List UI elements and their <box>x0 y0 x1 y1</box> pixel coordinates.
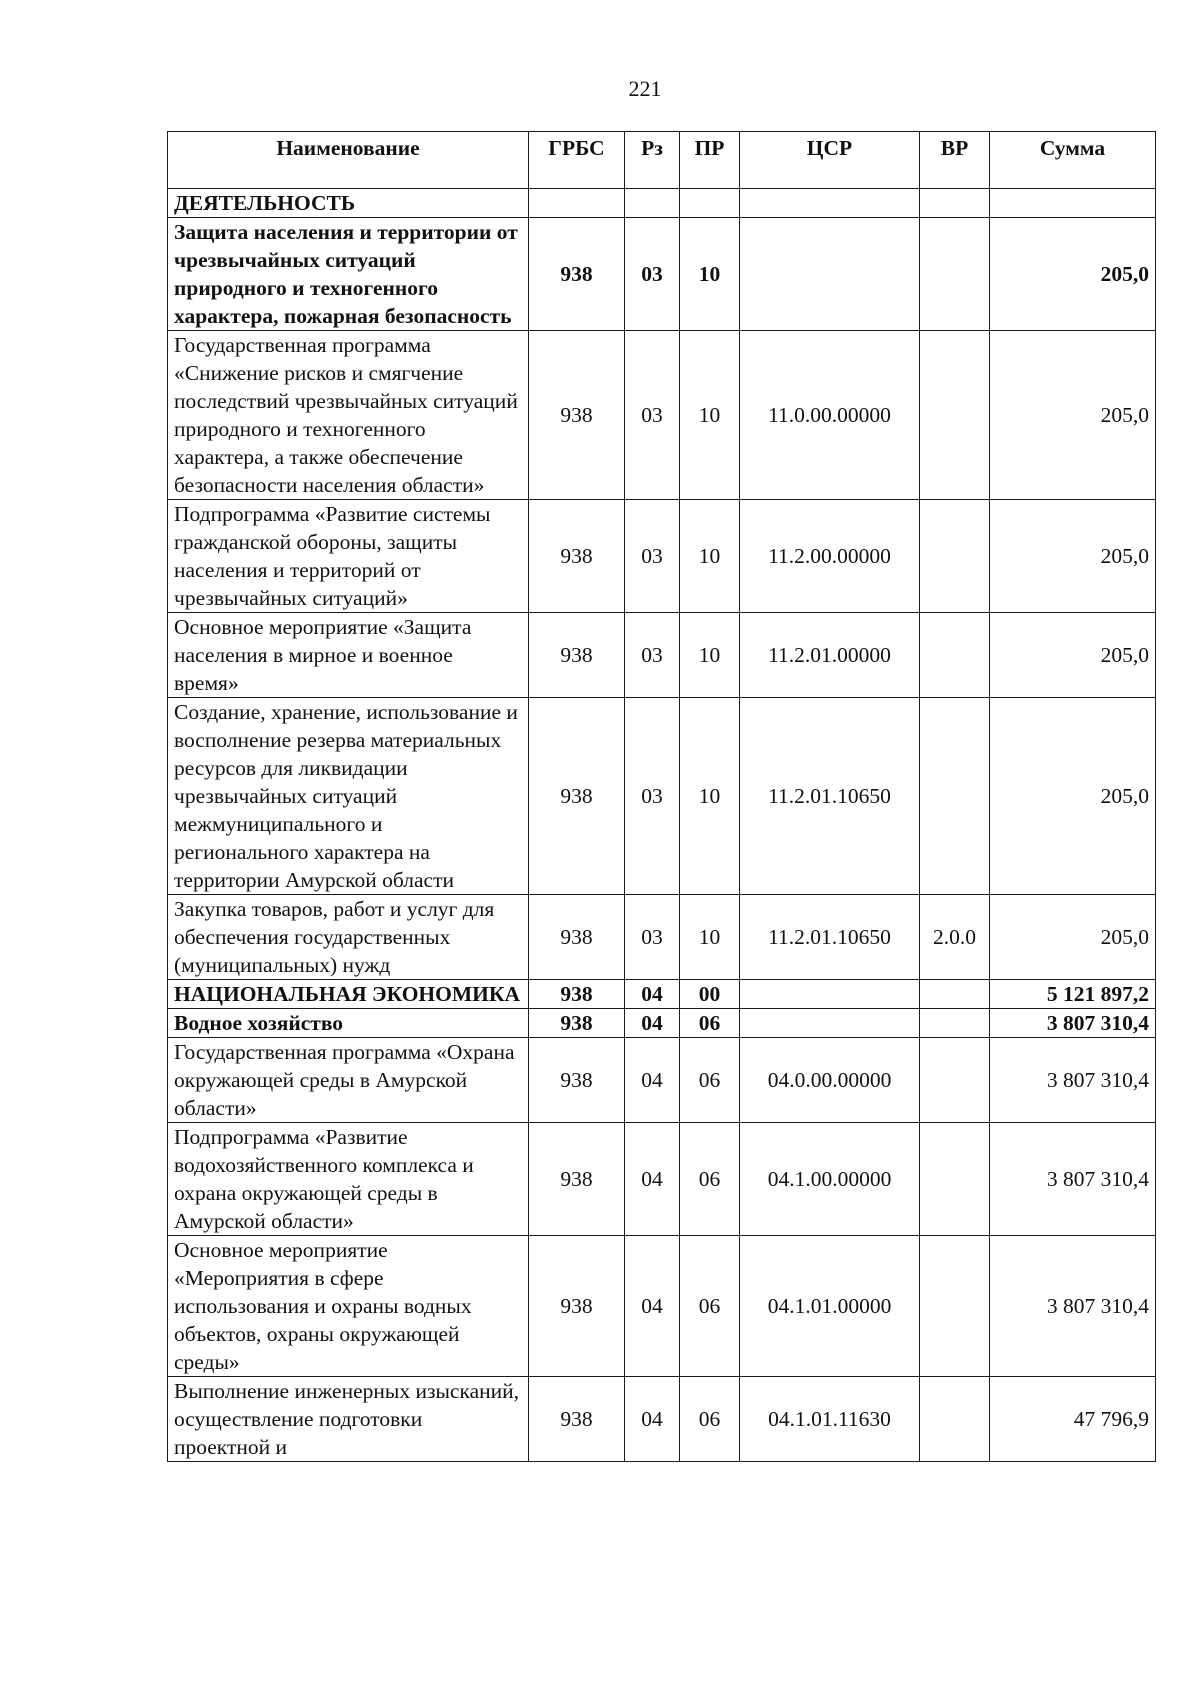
row-name: Водное хозяйство <box>168 1009 529 1038</box>
row-sum: 5 121 897,2 <box>990 980 1156 1009</box>
row-vr <box>920 698 990 895</box>
budget-table <box>167 131 1156 1462</box>
row-name: ДЕЯТЕЛЬНОСТЬ <box>168 189 529 218</box>
table-row <box>168 1009 1156 1038</box>
row-csr <box>740 218 920 331</box>
row-sum: 3 807 310,4 <box>990 1009 1156 1038</box>
row-pr: 06 <box>680 1009 740 1038</box>
table-row <box>168 698 1156 895</box>
row-vr <box>920 189 990 218</box>
row-vr <box>920 1038 990 1123</box>
row-grbs <box>529 189 625 218</box>
row-csr: 11.2.00.00000 <box>740 500 920 613</box>
row-rz: 03 <box>625 613 680 698</box>
row-vr <box>920 980 990 1009</box>
page-number: 221 <box>628 76 662 101</box>
header-sum: Сумма <box>990 132 1156 189</box>
row-csr: 04.1.01.11630 <box>740 1377 920 1462</box>
row-vr: 2.0.0 <box>920 895 990 980</box>
row-sum: 205,0 <box>990 331 1156 500</box>
table-header-row <box>168 132 1156 189</box>
table-row <box>168 1123 1156 1236</box>
row-vr <box>920 1123 990 1236</box>
row-name: Основное мероприятие «Мероприятия в сфере использования и охраны водных объектов, охраны окружающей среды» <box>168 1236 529 1377</box>
table-row <box>168 1236 1156 1377</box>
row-rz: 03 <box>625 218 680 331</box>
row-grbs: 938 <box>529 613 625 698</box>
header-vr: ВР <box>920 132 990 189</box>
row-sum: 205,0 <box>990 698 1156 895</box>
row-name: Основное мероприятие «Защита населения в мирное и военное время» <box>168 613 529 698</box>
row-vr <box>920 1236 990 1377</box>
row-rz: 04 <box>625 1123 680 1236</box>
row-name: Государственная программа «Охрана окружающей среды в Амурской области» <box>168 1038 529 1123</box>
row-rz: 04 <box>625 1236 680 1377</box>
row-csr <box>740 189 920 218</box>
row-sum: 3 807 310,4 <box>990 1123 1156 1236</box>
row-sum: 47 796,9 <box>990 1377 1156 1462</box>
row-name: НАЦИОНАЛЬНАЯ ЭКОНОМИКА <box>168 980 529 1009</box>
row-sum <box>990 189 1156 218</box>
table-row <box>168 189 1156 218</box>
row-name: Защита населения и территории от чрезвычайных ситуаций природного и техногенного характера, пожарная безопасность <box>168 218 529 331</box>
header-grbs: ГРБС <box>529 132 625 189</box>
row-grbs: 938 <box>529 1377 625 1462</box>
row-name: Выполнение инженерных изысканий, осуществление подготовки проектной и <box>168 1377 529 1462</box>
row-pr: 10 <box>680 218 740 331</box>
row-csr: 11.0.00.00000 <box>740 331 920 500</box>
row-csr: 11.2.01.10650 <box>740 895 920 980</box>
row-grbs: 938 <box>529 1236 625 1377</box>
row-pr: 10 <box>680 895 740 980</box>
row-name: Подпрограмма «Развитие водохозяйственного комплекса и охрана окружающей среды в Амурской области» <box>168 1123 529 1236</box>
row-sum: 3 807 310,4 <box>990 1038 1156 1123</box>
row-name: Государственная программа «Снижение рисков и смягчение последствий чрезвычайных ситуаций природного и техногенного характера, а также обеспечение безопасности населения области» <box>168 331 529 500</box>
row-rz: 03 <box>625 698 680 895</box>
header-pr: ПР <box>680 132 740 189</box>
row-sum: 205,0 <box>990 218 1156 331</box>
row-rz: 04 <box>625 1377 680 1462</box>
row-name: Закупка товаров, работ и услуг для обеспечения государственных (муниципальных) нужд <box>168 895 529 980</box>
header-name: Наименование <box>168 132 529 189</box>
row-grbs: 938 <box>529 1123 625 1236</box>
row-name: Подпрограмма «Развитие системы гражданской обороны, защиты населения и территорий от чрезвычайных ситуаций» <box>168 500 529 613</box>
row-pr: 06 <box>680 1236 740 1377</box>
row-csr: 04.1.01.00000 <box>740 1236 920 1377</box>
row-grbs: 938 <box>529 698 625 895</box>
row-pr: 06 <box>680 1377 740 1462</box>
row-rz <box>625 189 680 218</box>
row-pr: 06 <box>680 1038 740 1123</box>
row-sum: 3 807 310,4 <box>990 1236 1156 1377</box>
row-sum: 205,0 <box>990 613 1156 698</box>
row-rz: 04 <box>625 1038 680 1123</box>
row-grbs: 938 <box>529 218 625 331</box>
row-csr <box>740 980 920 1009</box>
row-name: Создание, хранение, использование и восполнение резерва материальных ресурсов для ликвидации чрезвычайных ситуаций межмуниципального и регионального характера на территории Амурской области <box>168 698 529 895</box>
row-pr: 10 <box>680 500 740 613</box>
row-rz: 03 <box>625 500 680 613</box>
row-vr <box>920 500 990 613</box>
table-row <box>168 500 1156 613</box>
row-grbs: 938 <box>529 1009 625 1038</box>
row-csr: 11.2.01.10650 <box>740 698 920 895</box>
table-row <box>168 895 1156 980</box>
row-pr: 10 <box>680 698 740 895</box>
row-rz: 03 <box>625 895 680 980</box>
row-grbs: 938 <box>529 895 625 980</box>
table-row <box>168 218 1156 331</box>
row-grbs: 938 <box>529 980 625 1009</box>
table-row <box>168 1038 1156 1123</box>
row-pr <box>680 189 740 218</box>
row-vr <box>920 1009 990 1038</box>
row-grbs: 938 <box>529 1038 625 1123</box>
row-rz: 04 <box>625 980 680 1009</box>
row-csr <box>740 1009 920 1038</box>
row-sum: 205,0 <box>990 895 1156 980</box>
row-grbs: 938 <box>529 500 625 613</box>
header-rz: Рз <box>625 132 680 189</box>
header-csr: ЦСР <box>740 132 920 189</box>
row-csr: 04.1.00.00000 <box>740 1123 920 1236</box>
table-row <box>168 331 1156 500</box>
row-vr <box>920 613 990 698</box>
row-pr: 06 <box>680 1123 740 1236</box>
row-vr <box>920 331 990 500</box>
row-rz: 03 <box>625 331 680 500</box>
table-row <box>168 980 1156 1009</box>
row-vr <box>920 218 990 331</box>
row-pr: 00 <box>680 980 740 1009</box>
row-csr: 11.2.01.00000 <box>740 613 920 698</box>
table-row <box>168 1377 1156 1462</box>
row-rz: 04 <box>625 1009 680 1038</box>
row-csr: 04.0.00.00000 <box>740 1038 920 1123</box>
row-pr: 10 <box>680 331 740 500</box>
row-pr: 10 <box>680 613 740 698</box>
row-vr <box>920 1377 990 1462</box>
row-grbs: 938 <box>529 331 625 500</box>
table-row <box>168 613 1156 698</box>
row-sum: 205,0 <box>990 500 1156 613</box>
